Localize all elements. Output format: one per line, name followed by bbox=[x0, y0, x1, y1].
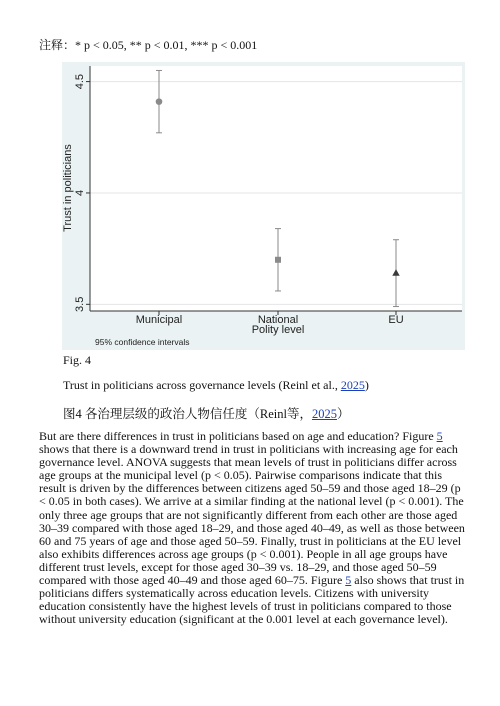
plot-area bbox=[90, 66, 462, 311]
caption-en-citation-link[interactable]: 2025 bbox=[340, 378, 365, 392]
caption-zh-citation-link[interactable]: 2025 bbox=[311, 407, 337, 421]
figure-caption-en bbox=[63, 378, 369, 393]
caption-en-text: Trust in politicians across governance levels (Reinl et al., bbox=[63, 378, 341, 392]
body-paragraph bbox=[39, 430, 467, 626]
x-axis-label: Polity level bbox=[251, 324, 305, 336]
xtick-label-0: Municipal bbox=[135, 314, 183, 326]
body-text-part-3: also shows that trust in politicians differs systematically across education levels. Citizens with university education consistently have the highest levels of trust in politicians compared to those without university education (significant at the 0.001 level at each governance level). bbox=[39, 573, 465, 627]
figure-number: Fig. 4 bbox=[63, 353, 92, 367]
ytick-label-1: 4 bbox=[74, 189, 86, 197]
chart-footnote: 95% confidence intervals bbox=[95, 337, 190, 347]
y-axis-label: Trust in politicians bbox=[62, 144, 74, 232]
body-text-part-2: shows that there is a downward trend in trust in politicians with increasing age for each governance level. ANOVA suggests that mean levels of trust in politicians differ across age groups at the municipal level (p < 0.05). Pairwise comparisons indicate that this result is driven by the differences between citizens aged 50–59 and those aged 18–29 (p < 0.05 in both cases). We arrive at a similar finding at the national level (p < 0.001). The only three age groups that are not significantly different from each other are those aged 30–39 compared with those aged 18–29, and those aged 40–49, as well as those between 60 and 75 years of age and those aged 50–59. Finally, trust in politicians at the EU level also exhibits differences across age groups (p < 0.001). People in all age groups have different trust levels, except for those aged 30–39 vs. 18–29, and those aged 50–59 compared with those aged 40–49 and those aged 60–75. Figure bbox=[39, 442, 465, 588]
figure-5-link[interactable]: 5 bbox=[436, 429, 443, 443]
trust-chart bbox=[62, 62, 465, 350]
figure-chart bbox=[62, 62, 465, 350]
xtick-label-2: EU bbox=[388, 314, 404, 326]
figure-5-link-second[interactable]: 5 bbox=[345, 573, 352, 588]
ytick-label-2: 3.5 bbox=[74, 296, 86, 312]
caption-zh-close: ） bbox=[336, 407, 350, 421]
point-1 bbox=[275, 257, 281, 263]
figure-caption-zh bbox=[63, 404, 349, 422]
xtick-label-1: National bbox=[257, 314, 299, 326]
ytick-label-0: 4.5 bbox=[74, 73, 86, 90]
caption-zh-text: 图4 各治理层级的政治人物信任度（Reinl等， bbox=[63, 407, 312, 421]
point-0 bbox=[156, 98, 163, 105]
body-text-part-1: But are there differences in trust in politicians based on age and education? Figure bbox=[39, 429, 437, 443]
significance-note: 注释：* p < 0.05, ** p < 0.01, *** p < 0.001 bbox=[39, 38, 258, 52]
caption-en-close: ) bbox=[364, 378, 369, 392]
